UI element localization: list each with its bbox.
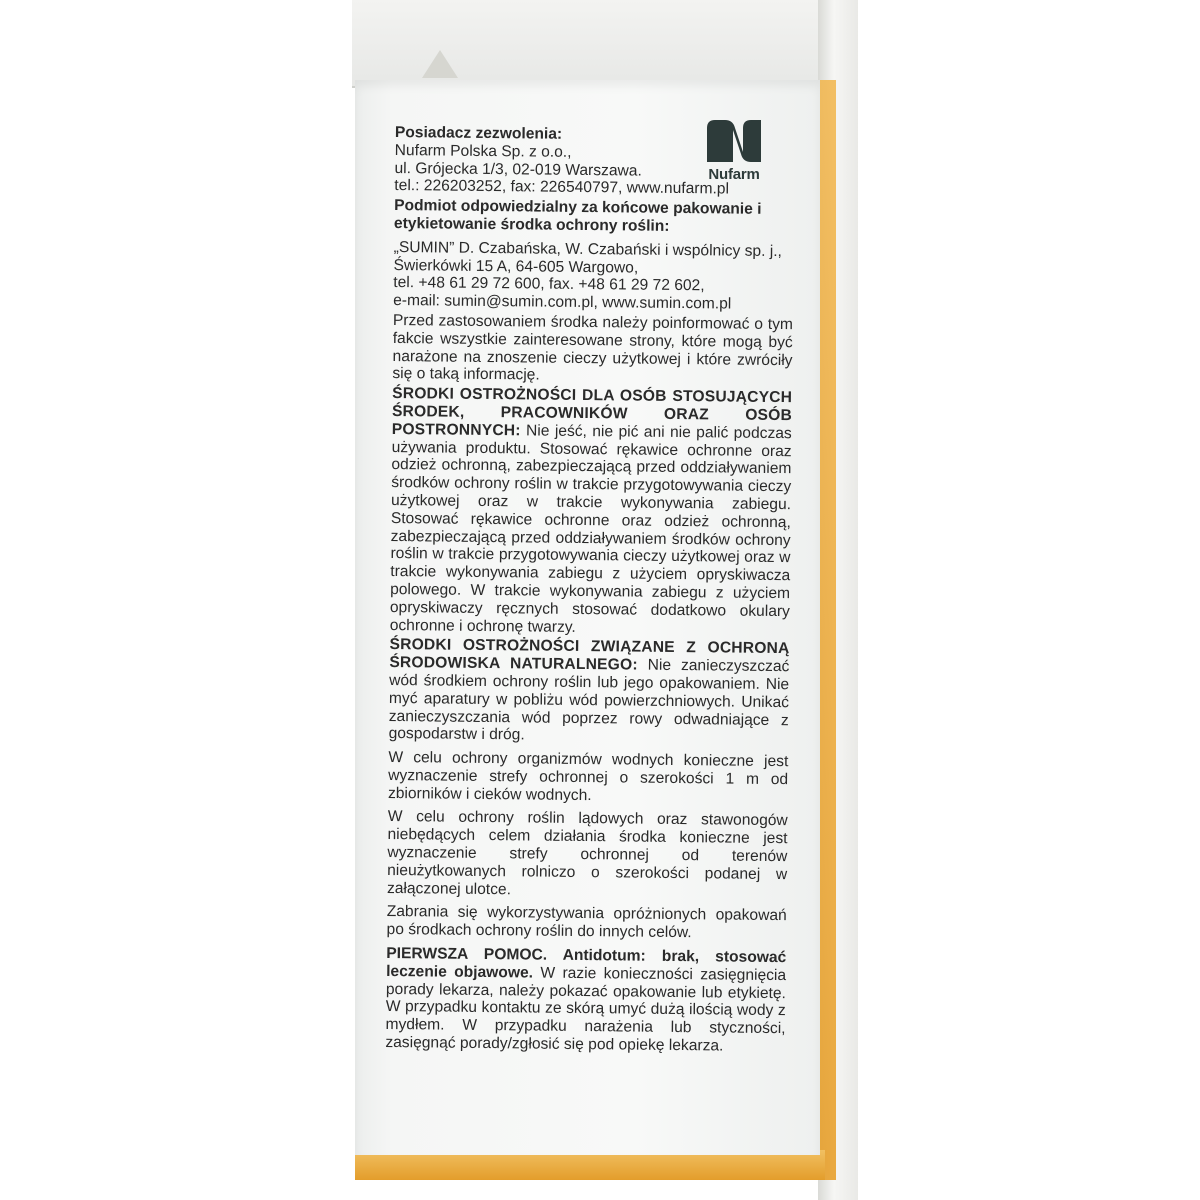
reuse-paragraph: Zabrania się wykorzystywania opróżnionych opakowań po środkach ochrony roślin do innych celów. — [386, 903, 787, 942]
precautions-users — [390, 385, 793, 638]
holder-line: ul. Grójecka 1/3, 02-019 Warszawa. — [394, 159, 642, 180]
packager-line: tel. +48 61 29 72 600, fax. +48 61 29 72 602, — [393, 274, 705, 295]
box-orange-edge — [820, 80, 836, 1180]
precautions-users-title: ŚRODKI OSTROŻNOŚCI DLA OSÓB STOSUJĄCYCH ŚRODEK, PRACOWNIKÓW ORAZ OSÓB POSTRONNYCH: — [391, 385, 793, 440]
precautions-users-text: Nie jeść, nie pić ani nie palić podczas używania produktu. Stosować rękawice ochronne oraz odzież ochronną, zabezpieczającą przed oddziaływaniem środków ochrony roślin w trakcie przygotowywania cieczy użytkowej oraz w trakcie wykonywania zabiegu. Stosować rękawice ochronne oraz odzież ochronną, zabezpieczającą przed oddziaływaniem środków ochrony roślin w trakcie przygotowywania cieczy użytkowej oraz w trakcie wykonywania zabiegu z użyciem opryskiwacza polowego. W trakcie wykonywania zabiegu z użyciem opryskiwaczy ręcznych stosować dodatkowo okulary ochronne i ochronę twarzy. — [389, 422, 792, 636]
precautions-env — [389, 636, 790, 747]
packager-line: e-mail: sumin@sumin.com.pl, www.sumin.com.pl — [393, 292, 732, 313]
label-panel — [355, 80, 820, 1155]
label-text — [385, 124, 795, 1056]
warning-triangle-icon — [422, 50, 458, 78]
precautions-env-title: ŚRODKI OSTROŻNOŚCI ZWIĄZANE Z OCHRONĄ ŚRODOWISKA NATURALNEGO: — [389, 636, 790, 674]
terrestrial-paragraph: W celu ochrony roślin lądowych oraz stawonogów niebędących celem działania środka konieczne jest wyznaczenie strefy ochronnej od terenów nieużytkowanych rolniczo o szerokości podanej w załączonej ulotce. — [386, 808, 788, 898]
precautions-env-text: Nie zanieczyszczać wód środkiem ochrony roślin lub jego opakowaniem. Nie myć aparatury w pobliżu wód powierzchniowych. Unikać zanieczyszczania wód poprzez rowy odwadniające z gospodarstw i dróg. — [388, 656, 790, 744]
packager-line: Świerkówki 15 A, 64-605 Wargowo, — [393, 256, 639, 277]
aquatic-paragraph: W celu ochrony organizmów wodnych konieczne jest wyznaczenie strefy ochronnej o szerokości 1 m od zbiorników i cieków wodnych. — [387, 749, 789, 804]
first-aid — [385, 945, 786, 1056]
box-top-flap — [352, 0, 822, 88]
holder-line: tel.: 226203252, fax: 226540797, www.nufarm.pl — [394, 177, 730, 198]
holder-title: Posiadacz zezwolenia: — [394, 124, 563, 143]
packager-title: Podmiot odpowiedzialny za końcowe pakowanie i etykietowanie środka ochrony roślin: — [393, 197, 762, 235]
first-aid-text: W razie konieczności zasięgnięcia porady lekarza, należy pokazać opakowanie lub etykietę. W przypadku kontaktu ze skórą umyć dużą ilością wody z mydłem. W przypadku narażenia lub styczności, zasięgnąć porady/zgłosić się pod opiekę lekarza. — [385, 964, 787, 1055]
logo-text: Nufarm — [708, 166, 760, 183]
holder-line: Nufarm Polska Sp. z o.o., — [394, 141, 572, 161]
notice-paragraph: Przed zastosowaniem środka należy poinformować o tym fakcie wszystkie zainteresowane strony, które mogą być narażone na znoszenie cieczy użytkowej i które zwróciły się o taką informację. — [392, 311, 794, 384]
packager-line: „SUMIN” D. Czabańska, W. Czabański i wspólnicy sp. j., — [393, 238, 783, 260]
first-aid-title: PIERWSZA POMOC. Antidotum: brak, stosować leczenie objawowe. — [386, 945, 787, 982]
